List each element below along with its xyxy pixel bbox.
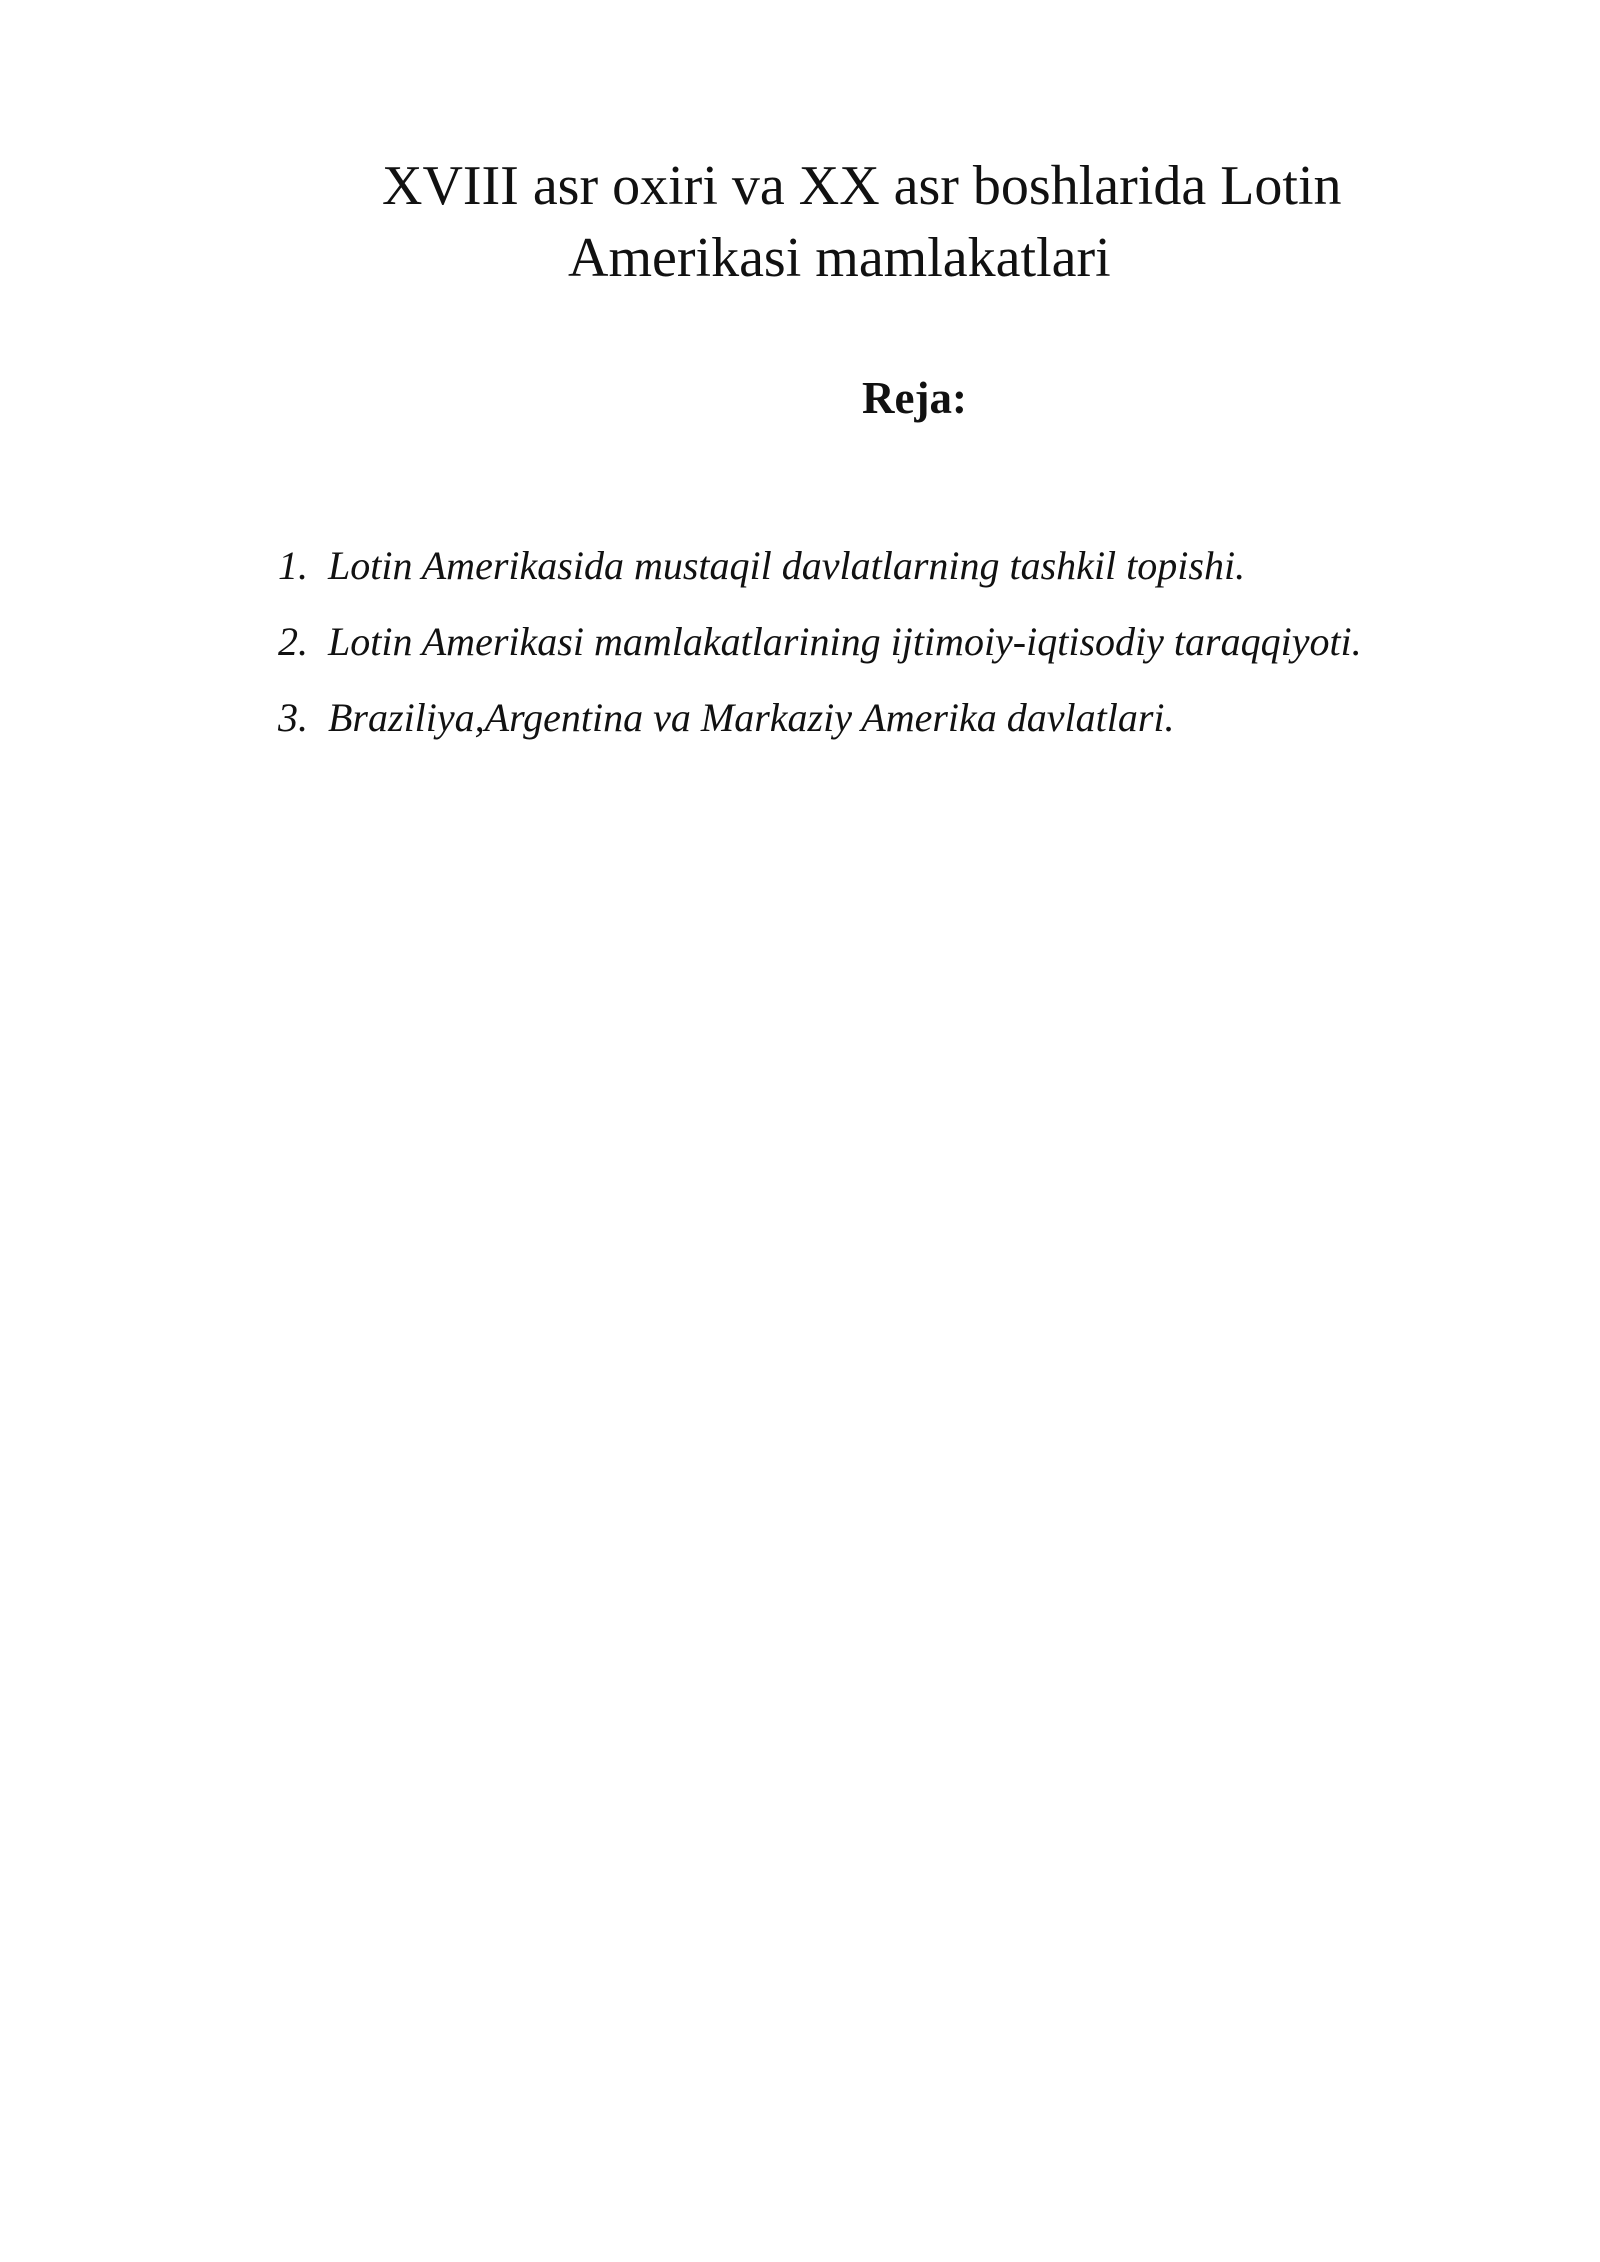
plan-item-1 [278, 528, 1478, 604]
plan-heading: Reja: [862, 373, 967, 423]
plan-item-text: Lotin Amerikasida mustaqil davlatlarning tashkil topishi. [328, 543, 1246, 588]
plan-item-number: 1. [278, 543, 308, 588]
plan-item-number: 3. [278, 695, 308, 740]
plan-item-text: Braziliya,Argentina va Markaziy Amerika davlatlari. [328, 695, 1175, 740]
plan-item-text: Lotin Amerikasi mamlakatlarining ijtimoiy-iqtisodiy taraqqiyoti. [328, 619, 1362, 664]
plan-item-number: 2. [278, 619, 308, 664]
plan-list [278, 528, 1478, 756]
plan-item-2 [278, 604, 1478, 680]
document-title-line-2: Amerikasi mamlakatlari [568, 227, 1111, 289]
plan-item-3 [278, 680, 1478, 756]
document-title-line-1: XVIII asr oxiri va XX asr boshlarida Lotin [382, 155, 1342, 217]
